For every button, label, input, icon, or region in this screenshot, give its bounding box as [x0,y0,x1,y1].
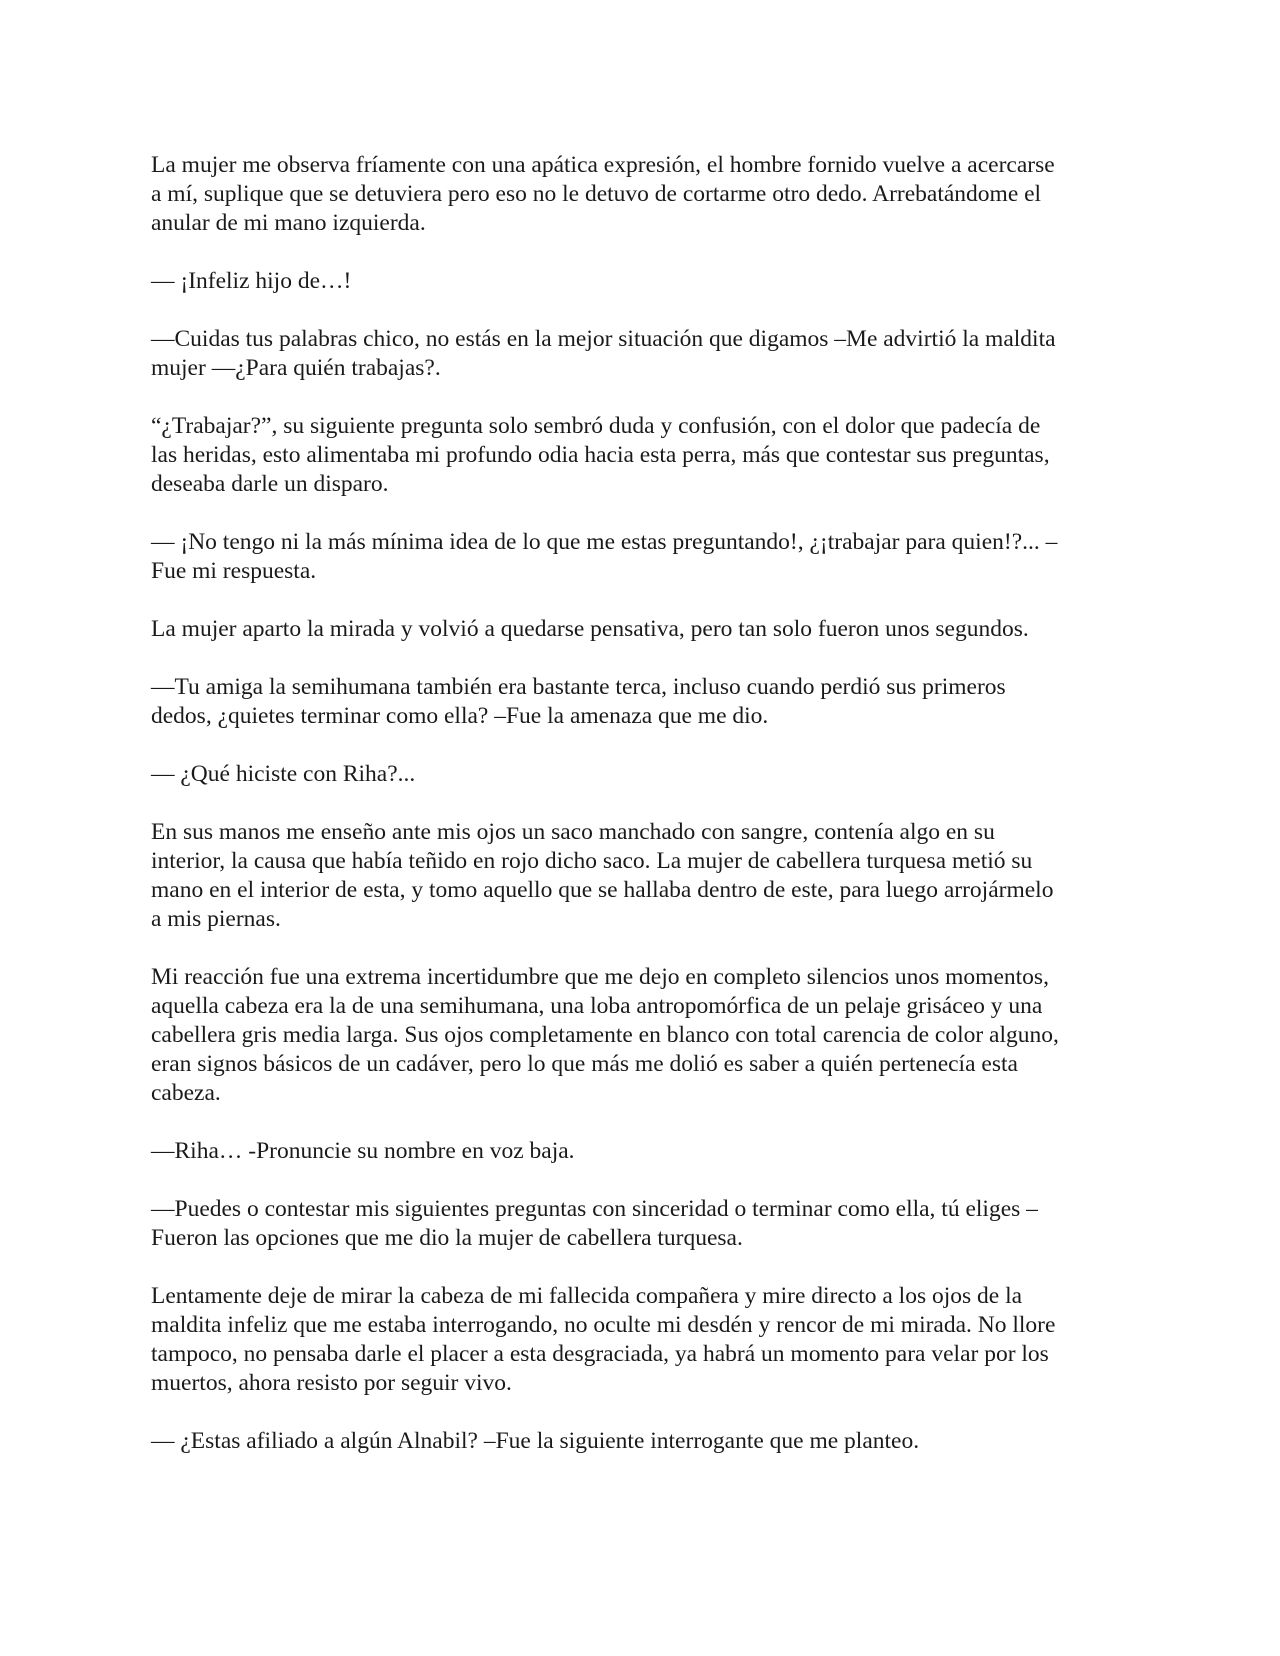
paragraph: —Riha… -Pronuncie su nombre en voz baja. [151,1138,575,1164]
paragraph: En sus manos me enseño ante mis ojos un saco manchado con sangre, contenía algo en su interior, la causa que había teñido en rojo dicho saco. La mujer de cabellera turquesa metió su mano en el interior de esta, y tomo aquello que se hallaba dentro de este, para luego arrojármelo a mis piernas. [151,819,1054,932]
paragraph: Lentamente deje de mirar la cabeza de mi fallecida compañera y mire directo a los ojos de la maldita infeliz que me estaba interrogando, no oculte mi desdén y rencor de mi mirada. No llore tampoco, no pensaba darle el placer a esta desgraciada, ya habrá un momento para velar por los muertos, ahora resisto por seguir vivo. [151,1283,1056,1396]
paragraph: “¿Trabajar?”, su siguiente pregunta solo sembró duda y confusión, con el dolor que padecía de las heridas, esto alimentaba mi profundo odia hacia esta perra, más que contestar sus preguntas, deseaba darle un disparo. [151,413,1050,497]
paragraph: — ¡No tengo ni la más mínima idea de lo que me estas preguntando!, ¿¡trabajar para quien!?... – Fue mi respuesta. [151,529,1058,584]
paragraph: — ¿Estas afiliado a algún Alnabil? –Fue la siguiente interrogante que me planteo. [151,1428,920,1454]
paragraph: Mi reacción fue una extrema incertidumbre que me dejo en completo silencios unos momentos, aquella cabeza era la de una semihumana, una loba antropomórfica de un pelaje grisáceo y una cabellera gris media larga. Sus ojos completamente en blanco con total carencia de color alguno, eran signos básicos de un cadáver, pero lo que más me dolió es saber a quién pertenecía esta cabeza. [151,964,1059,1106]
paragraph: — ¡Infeliz hijo de…! [151,268,352,294]
paragraph: La mujer aparto la mirada y volvió a quedarse pensativa, pero tan solo fueron unos segundos. [151,616,1029,642]
paragraph: — ¿Qué hiciste con Riha?... [151,761,416,787]
paragraph: —Cuidas tus palabras chico, no estás en la mejor situación que digamos –Me advirtió la maldita mujer —¿Para quién trabajas?. [151,326,1056,381]
paragraph: —Tu amiga la semihumana también era bastante terca, incluso cuando perdió sus primeros dedos, ¿quietes terminar como ella? –Fue la amenaza que me dio. [151,674,1006,729]
paragraph: La mujer me observa fríamente con una apática expresión, el hombre fornido vuelve a acercarse a mí, suplique que se detuviera pero eso no le detuvo de cortarme otro dedo. Arrebatándome el anular de mi mano izquierda. [151,152,1055,236]
paragraph: —Puedes o contestar mis siguientes preguntas con sinceridad o terminar como ella, tú eliges – Fueron las opciones que me dio la mujer de cabellera turquesa. [151,1196,1038,1251]
document-page [151,151,1126,1485]
